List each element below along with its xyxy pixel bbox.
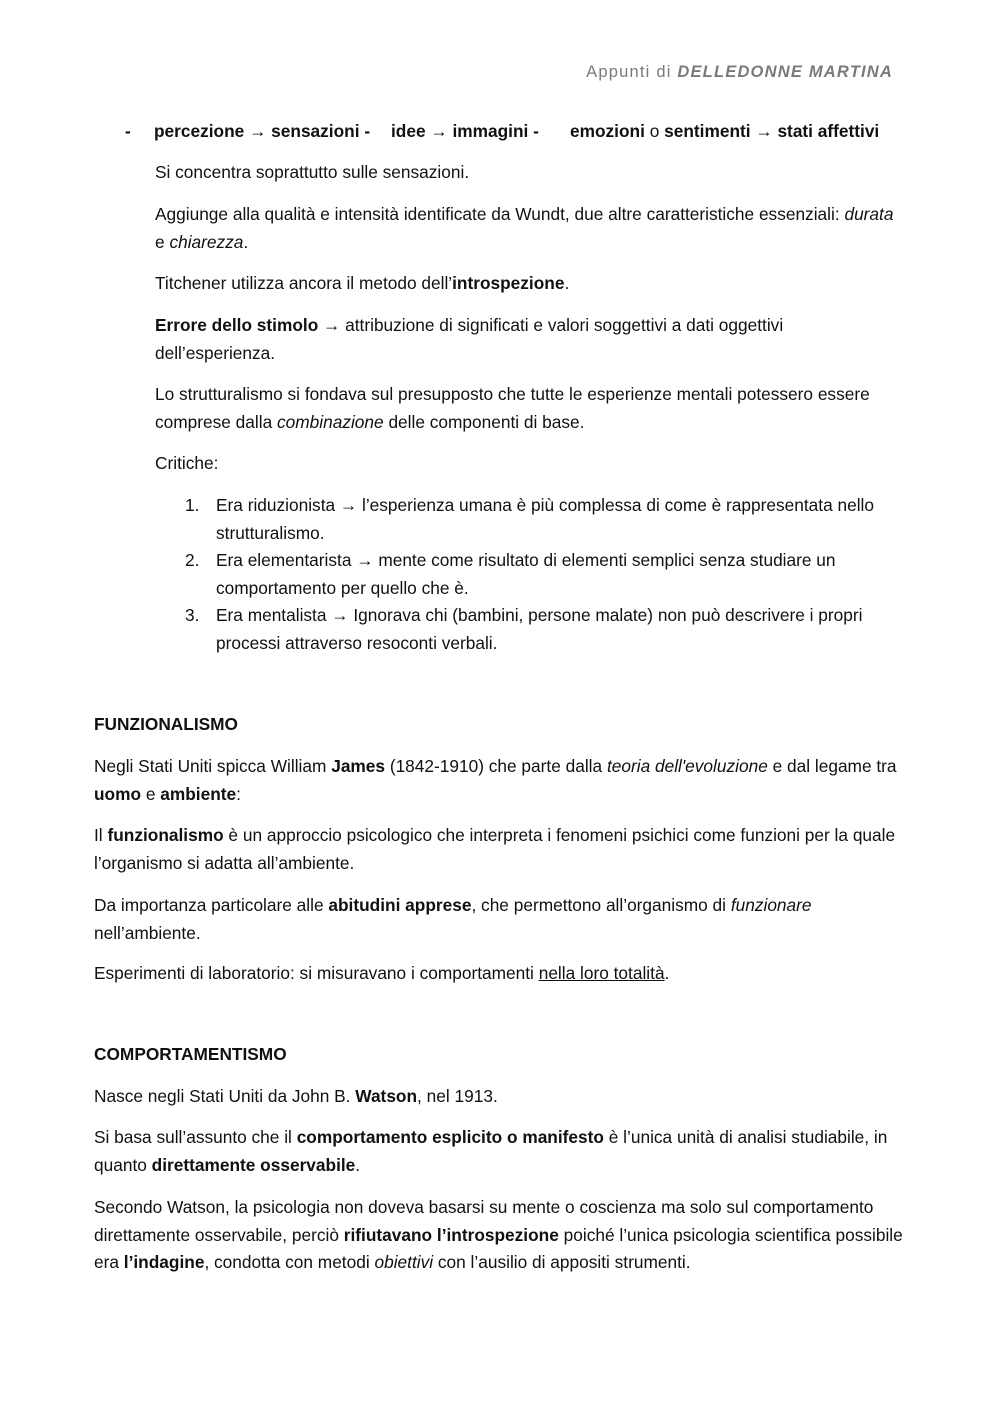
critiche-list [185,492,900,657]
comp-paragraph-1: Nasce negli Stati Uniti da John B. Watson, nel 1913. [94,1086,498,1106]
struct-paragraph-4: Errore dello stimolo → attribuzione di significati e valori soggettivi a dati oggettivi dell’esperienza. [155,315,784,363]
list-item: 1. Era riduzionista → l’esperienza umana è più complessa di come è rappresentata nello strutturalismo. [185,495,875,543]
list-item: 3. Era mentalista → Ignorava chi (bambini, persone malate) non può descrivere i propri processi attraverso resoconti verbali. [185,605,863,653]
list-item: 2. Era elementarista → mente come risultato di elementi semplici senza studiare un comportamento per quello che è. [185,550,836,598]
comp-paragraph-3: Secondo Watson, la psicologia non doveva basarsi su mente o coscienza ma solo sul comportamento direttamente osservabile, perciò rifiutavano l’introspezione poiché l’unica psicologia scientifica possibile era l’indagine, condotta con metodi obiettivi con l’ausilio di appositi strumenti. [94,1197,903,1272]
funz-paragraph-4: Esperimenti di laboratorio: si misuravano i comportamenti nella loro totalità. [94,963,670,983]
struct-paragraph-3: Titchener utilizza ancora il metodo dell’introspezione. [155,273,570,293]
bullet-part-3: emozioni o sentimenti → stati affettivi [570,121,880,141]
struct-paragraph-critiche: Critiche: [155,453,219,473]
section-title-comportamentismo: COMPORTAMENTISMO [94,1044,287,1064]
header-author: DELLEDONNE MARTINA [677,63,893,81]
bullet-part-1: percezione → sensazioni - [154,121,371,141]
bullet-part-2: idee → immagini - [391,121,539,141]
struct-paragraph-5: Lo strutturalismo si fondava sul presupposto che tutte le esperienze mentali potessero essere comprese dalla combinazione delle componenti di base. [155,384,870,432]
struct-paragraph-1: Si concentra soprattutto sulle sensazioni. [155,162,470,182]
funz-paragraph-2: Il funzionalismo è un approccio psicologico che interpreta i fenomeni psichici come funzioni per la quale l’organismo si adatta all’ambiente. [94,825,896,873]
header-prefix: Appunti di [586,63,672,81]
struct-paragraph-2: Aggiunge alla qualità e intensità identificate da Wundt, due altre caratteristiche essenziali: durata e chiarezza. [155,204,894,252]
funz-paragraph-1: Negli Stati Uniti spicca William James (1842-1910) che parte dalla teoria dell'evoluzione e dal legame tra uomo e ambiente: [94,756,897,804]
comp-paragraph-2: Si basa sull’assunto che il comportamento esplicito o manifesto è l’unica unità di analisi studiabile, in quanto direttamente osservabile. [94,1127,888,1175]
page-header [586,63,893,82]
bullet-dash: - [125,121,131,141]
section-title-funzionalismo: FUNZIONALISMO [94,714,238,734]
funz-paragraph-3: Da importanza particolare alle abitudini apprese, che permettono all’organismo di funzionare nell’ambiente. [94,895,812,943]
